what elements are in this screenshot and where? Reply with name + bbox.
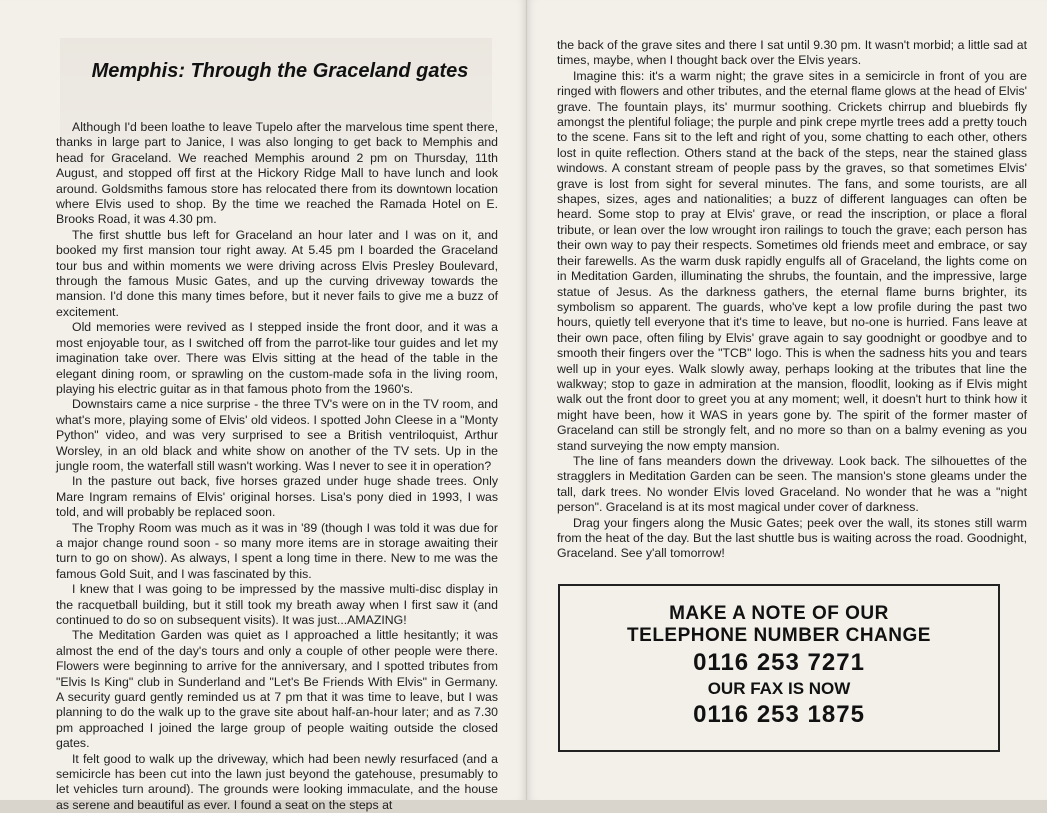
article-title: Memphis: Through the Graceland gates (91, 60, 469, 82)
fax-label: OUR FAX IS NOW (707, 679, 851, 698)
left-column (56, 120, 498, 813)
paragraph: The first shuttle bus left for Graceland an hour later and I was on it, and booked my first mansion tour right away. At 5.45 pm I boarded the Graceland tour bus and within moments we were driving across Elvis Presley Boulevard, through the famous Music Gates, and up the curving driveway towards the mansion. I'd done this many times before, but it never fails to give me a buzz of excitement. (56, 227, 498, 319)
paragraph: Downstairs came a nice surprise - the three TV's were on in the TV room, and what's more, playing some of Elvis' old videos. I spotted John Cleese in a "Monty Python" video, and was very surprised to see a British ventriloquist, Arthur Worsley, in an old black and white show on another of the TV sets. Up in the jungle room, the waterfall still wasn't working. Was I never to see it in operation? (56, 397, 498, 473)
paragraph: Drag your fingers along the Music Gates; peek over the wall, its stones still warm from the heat of the day. But the last shuttle bus is waiting across the road. Goodnight, Graceland. See y'all tomorrow! (557, 515, 1027, 561)
paragraph: The Meditation Garden was quiet as I approached a little hesitantly; it was almost the end of the day's tours and only a couple of other people were there. Flowers were beginning to arrive for the anniversary, and I spotted tributes from "Elvis Is King" club in Sunderland and "Let's Be Friends With Elvis" in Germany. A security guard gently reminded us at 7 pm that it was time to leave, but I was planning to do the walk up to the grave site about half-an-hour later; and as 7.30 pm approached I joined the large group of people waiting outside the closed gates. (56, 628, 498, 751)
paragraph: I knew that I was going to be impressed by the massive multi-disc display in the racquetball building, but it still took my breath away when I first saw it (and continued to do so on subsequent visits). It was just...AMAZING! (56, 582, 498, 627)
paragraph: The line of fans meanders down the driveway. Look back. The silhouettes of the stragglers in Meditation Garden can be seen. The mansion's stone gleams under the tall, dark trees. No wonder Elvis loved Graceland. No wonder that he was a "night person". Graceland is at its most magical under cover of darkness. (557, 453, 1027, 515)
phone-number: 0116 253 7271 (693, 649, 865, 676)
notice-subheading: TELEPHONE NUMBER CHANGE (627, 625, 931, 646)
right-column (557, 38, 1027, 562)
paragraph: Imagine this: it's a warm night; the grave sites in a semicircle in front of you are ringed with flowers and other tributes, and the eternal flame glows at the head of Elvis' grave. The fountain plays, its' murmur soothing. Crickets chirrup and bluebirds fly amongst the plentiful foliage; the purple and pink crepe myrtle trees add a pretty touch to the scene. Fans sit to the left and right of you, some chatting to each other, others lost in quite reflection. Others stand at the back of the steps, near the stained glass windows. A constant stream of people pass by the graves, so that sometimes Elvis' grave is lost from sight for several minutes. The fans, and some tourists, are all shapes, sizes, ages and nationalities; a buzz of different languages can often be heard. Some stop to pray at Elvis' grave, or read the inscription, or place a floral tribute, or lean over the low wrought iron railings to touch the grave; each person has their own way to pay their respects. Sometimes old friends meet and embrace, or say their farewells. As the warm dusk rapidly engulfs all of Graceland, the lights come on in Meditation Garden, illuminating the shrubs, the fountain, and the impressive, large statue of Jesus. As the darkness gathers, the eternal flame burns brighter, its symbolism so apparent. The guards, who've kept a low profile during the past two hours, quietly tell everyone that it's time to leave, but no-one is hurried. Fans leave at their own pace, often filing by Elvis' grave again to say goodnight or goodbye and to smooth their fingers over the "TCB" logo. This is when the sadness hits you and tears well up in your eyes. Walk slowly away, perhaps looking at the tributes that line the walkway; stop to gaze in admiration at the mansion, floodlit, looking as if Elvis might walk out the front door to greet you at any moment; well, it doesn't hurt to think how it might have been, how it WAS in years gone by. The spirit of the former master of Graceland can still be strongly felt, and no more so than on a balmy evening as you stand surveying the now empty mansion. (557, 68, 1027, 453)
paragraph: It felt good to walk up the driveway, which had been newly resurfaced (and a semicircle has been cut into the lawn just beyond the gatehouse, presumably to let vehicles turn around). The grounds were looking immaculate, and the house as serene and beautiful as ever. I found a seat on the steps at (56, 751, 498, 812)
paragraph: The Trophy Room was much as it was in '89 (though I was told it was due for a major change round soon - so many more items are in storage awaiting their turn to go on show). As always, I spent a long time in there. New to me was the famous Gold Suit, and I was fascinated by this. (56, 520, 498, 581)
paragraph: In the pasture out back, five horses grazed under huge shade trees. Only Mare Ingram remains of Elvis' original horses. Lisa's pony died in 1993, I was told, and will probably be replaced soon. (56, 474, 498, 520)
paragraph: Old memories were revived as I stepped inside the front door, and it was a most enjoyable tour, as I switched off from the parrot-like tour guides and let my imagination take over. There was Elvis sitting at the head of the table in the elegant dining room, or sprawling on the custom-made sofa in the living room, playing his electric guitar as in that famous photo from the 1960's. (56, 320, 498, 396)
paragraph: Although I'd been loathe to leave Tupelo after the marvelous time spent there, thanks in large part to Janice, I was also longing to get back to Memphis and head for Graceland. We reached Memphis around 2 pm on Thursday, 11th August, and stopped off first at the Hickory Ridge Mall to have lunch and look around. Goldsmiths famous store has relocated there from its downtown location where Elvis used to shop. By the time we reached the Ramada Hotel on E. Brooks Road, it was 4.30 pm. (56, 120, 498, 227)
paragraph: the back of the grave sites and there I sat until 9.30 pm. It wasn't morbid; a little sad at times, maybe, when I thought back over the Elvis years. (557, 38, 1027, 68)
fax-number: 0116 253 1875 (693, 701, 865, 728)
notice-heading: MAKE A NOTE OF OUR (669, 603, 889, 624)
phone-change-notice (558, 584, 1000, 752)
right-page (527, 0, 1047, 800)
